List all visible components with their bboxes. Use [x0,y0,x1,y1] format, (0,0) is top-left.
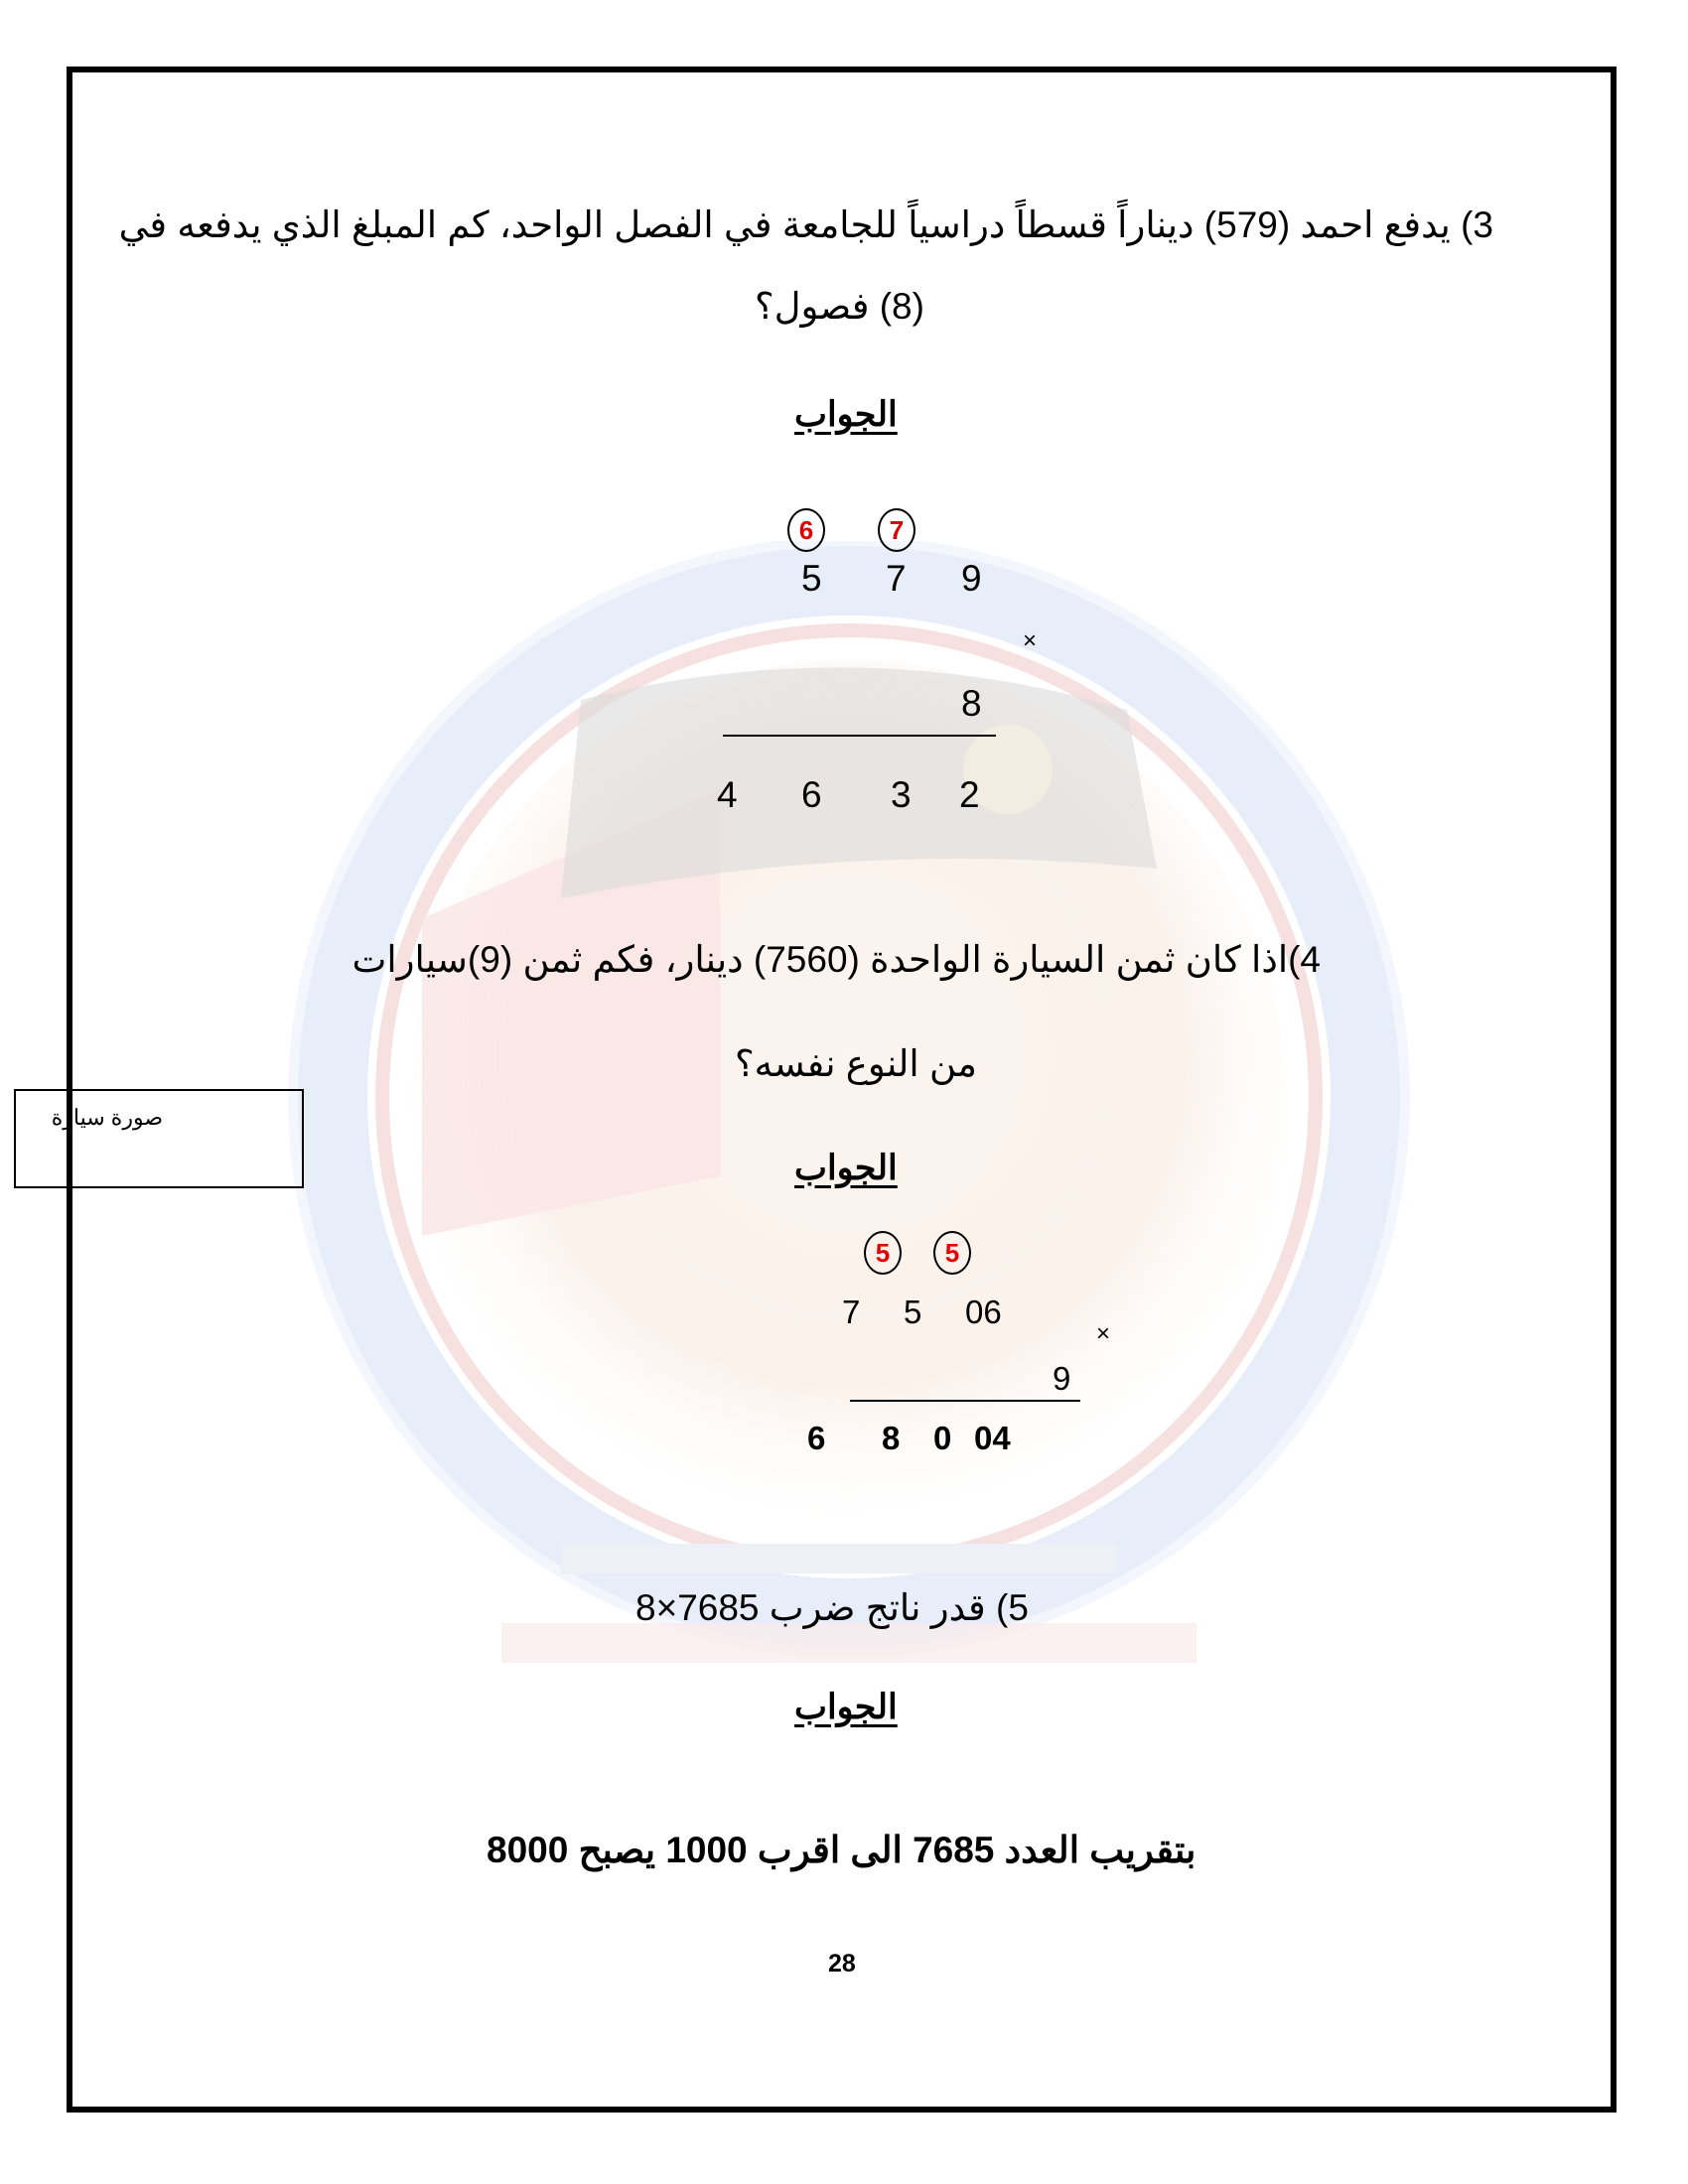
q4-carry-1: 5 [864,1231,902,1275]
q3-text-line2: (8) فصول؟ [755,286,924,327]
q3-multiply-sign: × [1023,627,1038,654]
q3-top-digit-2: 7 [886,558,907,599]
q4-result-digit-2: 8 [882,1420,901,1456]
q3-text-line1: 3) يدفع احمد (579) ديناراً قسطاً دراسياً للجامعة في الفصل الواحد، كم المبلغ الذي يدفعه في [118,205,1493,245]
q3-multiplier: 8 [961,683,982,724]
q5-answer-text: بتقريب العدد 7685 الى اقرب 1000 يصبح 8000 [487,1830,1196,1870]
page-number: 28 [828,1950,856,1978]
q3-result-digit-3: 3 [891,774,912,815]
q4-carry-2: 5 [933,1231,971,1275]
car-image-label: صورة سيارة [51,1105,163,1130]
q3-result-digit-4: 2 [959,774,980,815]
q4-result-digit-4: 04 [974,1420,1011,1456]
q3-top-digit-1: 5 [801,558,822,599]
q3-result-digit-2: 6 [801,774,822,815]
q4-multiplier: 9 [1053,1360,1071,1397]
q4-top-digit-3: 06 [965,1294,1002,1330]
q4-sum-line [850,1400,1080,1402]
q5-text: 5) قدر ناتج ضرب 7685×8 [635,1587,1029,1628]
q3-answer-label: الجواب [794,395,898,434]
q4-answer-label: الجواب [794,1149,898,1187]
q4-top-digit-1: 7 [842,1294,861,1330]
q4-multiply-sign: × [1096,1320,1111,1347]
q4-text-line1: 4)اذا كان ثمن السيارة الواحدة (7560) دينار، فكم ثمن (9)سيارات [352,939,1321,980]
q3-top-digit-3: 9 [961,558,982,599]
q5-answer-label: الجواب [794,1688,898,1726]
q3-result-digit-1: 4 [717,774,738,815]
q3-sum-line [723,735,996,737]
q4-result-digit-3: 0 [933,1420,952,1456]
q4-result-digit-1: 6 [807,1420,826,1456]
q3-carry-2: 7 [878,508,915,552]
q4-top-digit-2: 5 [904,1294,922,1330]
watermark-emblem [204,541,1494,1722]
car-image-placeholder [14,1089,304,1188]
q4-text-line2: من النوع نفسه؟ [735,1043,977,1084]
q3-carry-1: 6 [787,508,825,552]
